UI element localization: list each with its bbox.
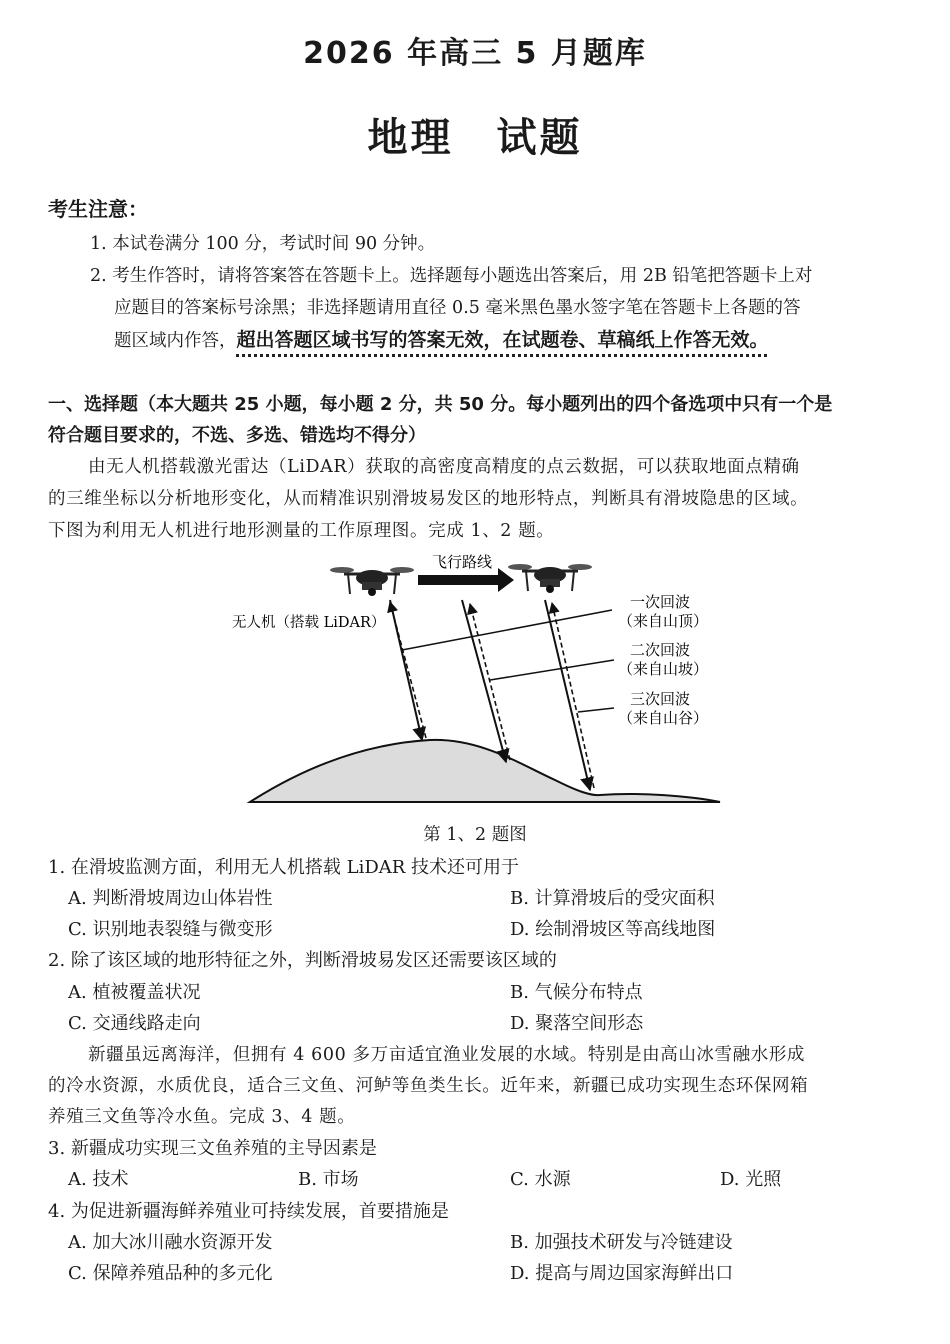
question-2-option-a: A. 植被覆盖状况 — [68, 982, 201, 1003]
notice-item-2-line-1: 2. 考生作答时，请将答案答在答题卡上。选择题每小题选出答案后，用 2B 铅笔把答题卡上对 — [90, 266, 813, 286]
echo-3-source: （来自山谷） — [618, 709, 709, 727]
drone-left-icon — [330, 567, 414, 596]
passage-2-line-1: 新疆虽远离海洋，但拥有 4 600 多万亩适宜渔业发展的水域。特别是由高山冰雪融水形成 — [88, 1045, 806, 1065]
question-2-option-b: B. 气候分布特点 — [510, 982, 643, 1003]
notice-emphasis: 超出答题区域书写的答案无效，在试题卷、草稿纸上作答无效。 — [236, 329, 769, 351]
question-3-option-a: A. 技术 — [68, 1169, 129, 1190]
echo-1-label: 一次回波 — [630, 593, 691, 611]
passage-1-line-2: 的三维坐标以分析地形变化，从而精准识别滑坡易发区的地形特点，判断具有滑坡隐患的区域。 — [48, 489, 809, 509]
passage-2-line-2: 的冷水资源，水质优良，适合三文鱼、河鲈等鱼类生长。近年来，新疆已成功实现生态环保网箱 — [48, 1076, 809, 1096]
subject-title: 地理 试题 — [367, 115, 583, 161]
echo-2-label: 二次回波 — [630, 641, 691, 659]
question-1-option-b: B. 计算滑坡后的受灾面积 — [510, 888, 715, 909]
notice-item-2-plain: 题区域内作答， — [114, 331, 237, 351]
terrain-profile — [250, 740, 720, 802]
question-1-stem: 1. 在滑坡监测方面，利用无人机搭载 LiDAR 技术还可用于 — [48, 857, 520, 878]
question-3-stem: 3. 新疆成功实现三文鱼养殖的主导因素是 — [48, 1138, 377, 1159]
question-2-stem: 2. 除了该区域的地形特征之外，判断滑坡易发区还需要该区域的 — [48, 950, 557, 971]
notice-item-2-line-3 — [114, 325, 769, 352]
notice-item-2-line-2: 应题目的答案标号涂黑；非选择题请用直径 0.5 毫米黑色墨水签字笔在答题卡上各题的答 — [114, 298, 801, 318]
question-1-option-a: A. 判断滑坡周边山体岩性 — [68, 888, 273, 909]
question-4-option-b: B. 加强技术研发与冷链建设 — [510, 1232, 733, 1253]
question-4-option-d: D. 提高与周边国家海鲜出口 — [510, 1263, 734, 1284]
echo-3-label: 三次回波 — [630, 690, 691, 708]
flight-direction-arrow — [418, 568, 514, 592]
lidar-diagram — [0, 548, 950, 810]
echo-2-source: （来自山坡） — [618, 660, 709, 678]
passage-1-line-1: 由无人机搭载激光雷达（LiDAR）获取的高密度高精度的点云数据，可以获取地面点精确 — [88, 457, 800, 477]
figure-caption: 第 1、2 题图 — [423, 825, 527, 845]
question-4-option-c: C. 保障养殖品种的多元化 — [68, 1263, 273, 1284]
question-1-option-c: C. 识别地表裂缝与微变形 — [68, 919, 273, 940]
question-4-option-a: A. 加大冰川融水资源开发 — [68, 1232, 273, 1253]
exam-title: 2026 年高三 5 月题库 — [303, 36, 647, 71]
section-heading-line-1: 一、选择题（本大题共 25 小题，每小题 2 分，共 50 分。每小题列出的四个备选项中只有一个是 — [48, 394, 833, 415]
question-3-option-b: B. 市场 — [298, 1169, 359, 1190]
passage-1-line-3: 下图为利用无人机进行地形测量的工作原理图。完成 1、2 题。 — [48, 521, 555, 541]
passage-2-line-3: 养殖三文鱼等冷水鱼。完成 3、4 题。 — [48, 1107, 356, 1127]
question-1-option-d: D. 绘制滑坡区等高线地图 — [510, 919, 716, 940]
question-3-option-c: C. 水源 — [510, 1169, 571, 1190]
drone-right-icon — [508, 564, 592, 593]
drone-label: 无人机（搭载 LiDAR） — [232, 615, 386, 631]
question-4-stem: 4. 为促进新疆海鲜养殖业可持续发展，首要措施是 — [48, 1201, 449, 1222]
notice-heading: 考生注意： — [48, 197, 148, 221]
flight-path-label: 飞行路线 — [432, 553, 493, 571]
section-heading-line-2: 符合题目要求的，不选、多选、错选均不得分） — [48, 425, 426, 446]
question-2-option-c: C. 交通线路走向 — [68, 1013, 201, 1034]
echo-1-source: （来自山顶） — [618, 612, 709, 630]
question-2-option-d: D. 聚落空间形态 — [510, 1013, 644, 1034]
question-3-option-d: D. 光照 — [720, 1169, 782, 1190]
notice-item-1: 1. 本试卷满分 100 分，考试时间 90 分钟。 — [90, 234, 436, 254]
